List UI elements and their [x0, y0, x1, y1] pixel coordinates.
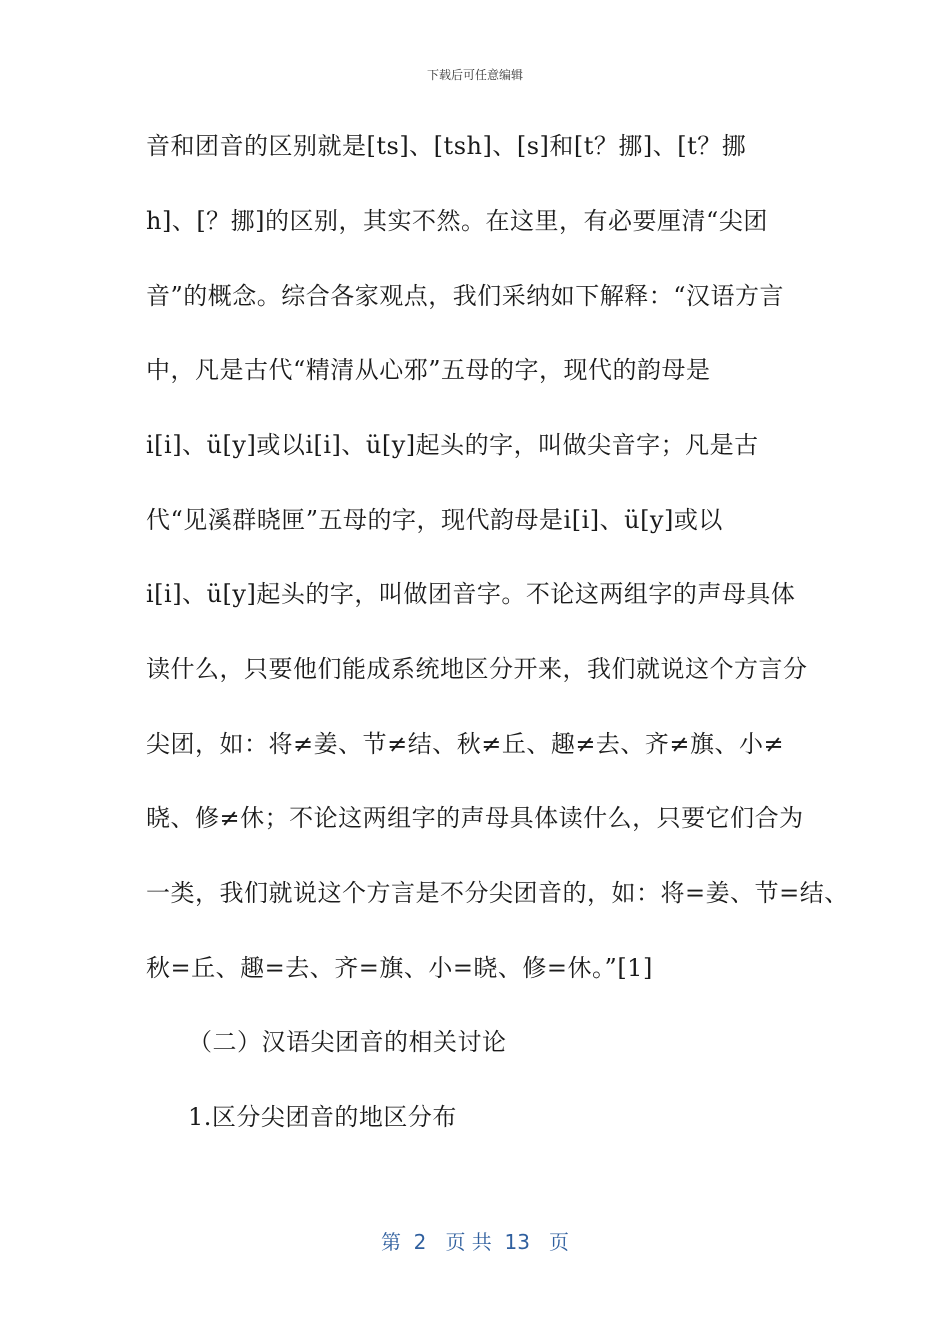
subsection-heading: 1.区分尖团音的地区分布: [188, 1103, 457, 1131]
page-header: 下载后可任意编辑: [426, 68, 523, 82]
page-number-footer: 第 2 页 共 13 页: [380, 1230, 570, 1254]
text-line: 一类，我们就说这个方言是不分尖团音的，如：将=姜、节=结、: [146, 879, 849, 907]
text-line: i[i]、ü[y]或以i[i]、ü[y]起头的字，叫做尖音字；凡是古: [146, 431, 759, 459]
text-line: 晓、修≠休；不论这两组字的声母具体读什么，只要它们合为: [146, 804, 804, 832]
text-line: 音”的概念。综合各家观点，我们采纳如下解释：“汉语方言: [146, 282, 785, 310]
text-line: 读什么，只要他们能成系统地区分开来，我们就说这个方言分: [146, 655, 808, 683]
text-line: 代“见溪群晓匣”五母的字，现代韵母是i[i]、ü[y]或以: [146, 506, 723, 534]
text-line: 中，凡是古代“精清从心邪”五母的字，现代的韵母是: [146, 356, 711, 384]
text-line: h]、[？挪]的区别，其实不然。在这里，有必要厘清“尖团: [146, 207, 768, 235]
text-line: 音和团音的区别就是[ts]、[tsh]、[s]和[t？挪]、[t？挪: [146, 132, 747, 160]
text-line: 秋=丘、趣=去、齐=旗、小=晓、修=休。”[1]: [146, 954, 653, 982]
section-heading: （二）汉语尖团音的相关讨论: [188, 1028, 507, 1056]
text-line: 尖团，如：将≠姜、节≠结、秋≠丘、趣≠去、齐≠旗、小≠: [146, 730, 785, 758]
text-line: i[i]、ü[y]起头的字，叫做团音字。不论这两组字的声母具体: [146, 580, 796, 608]
